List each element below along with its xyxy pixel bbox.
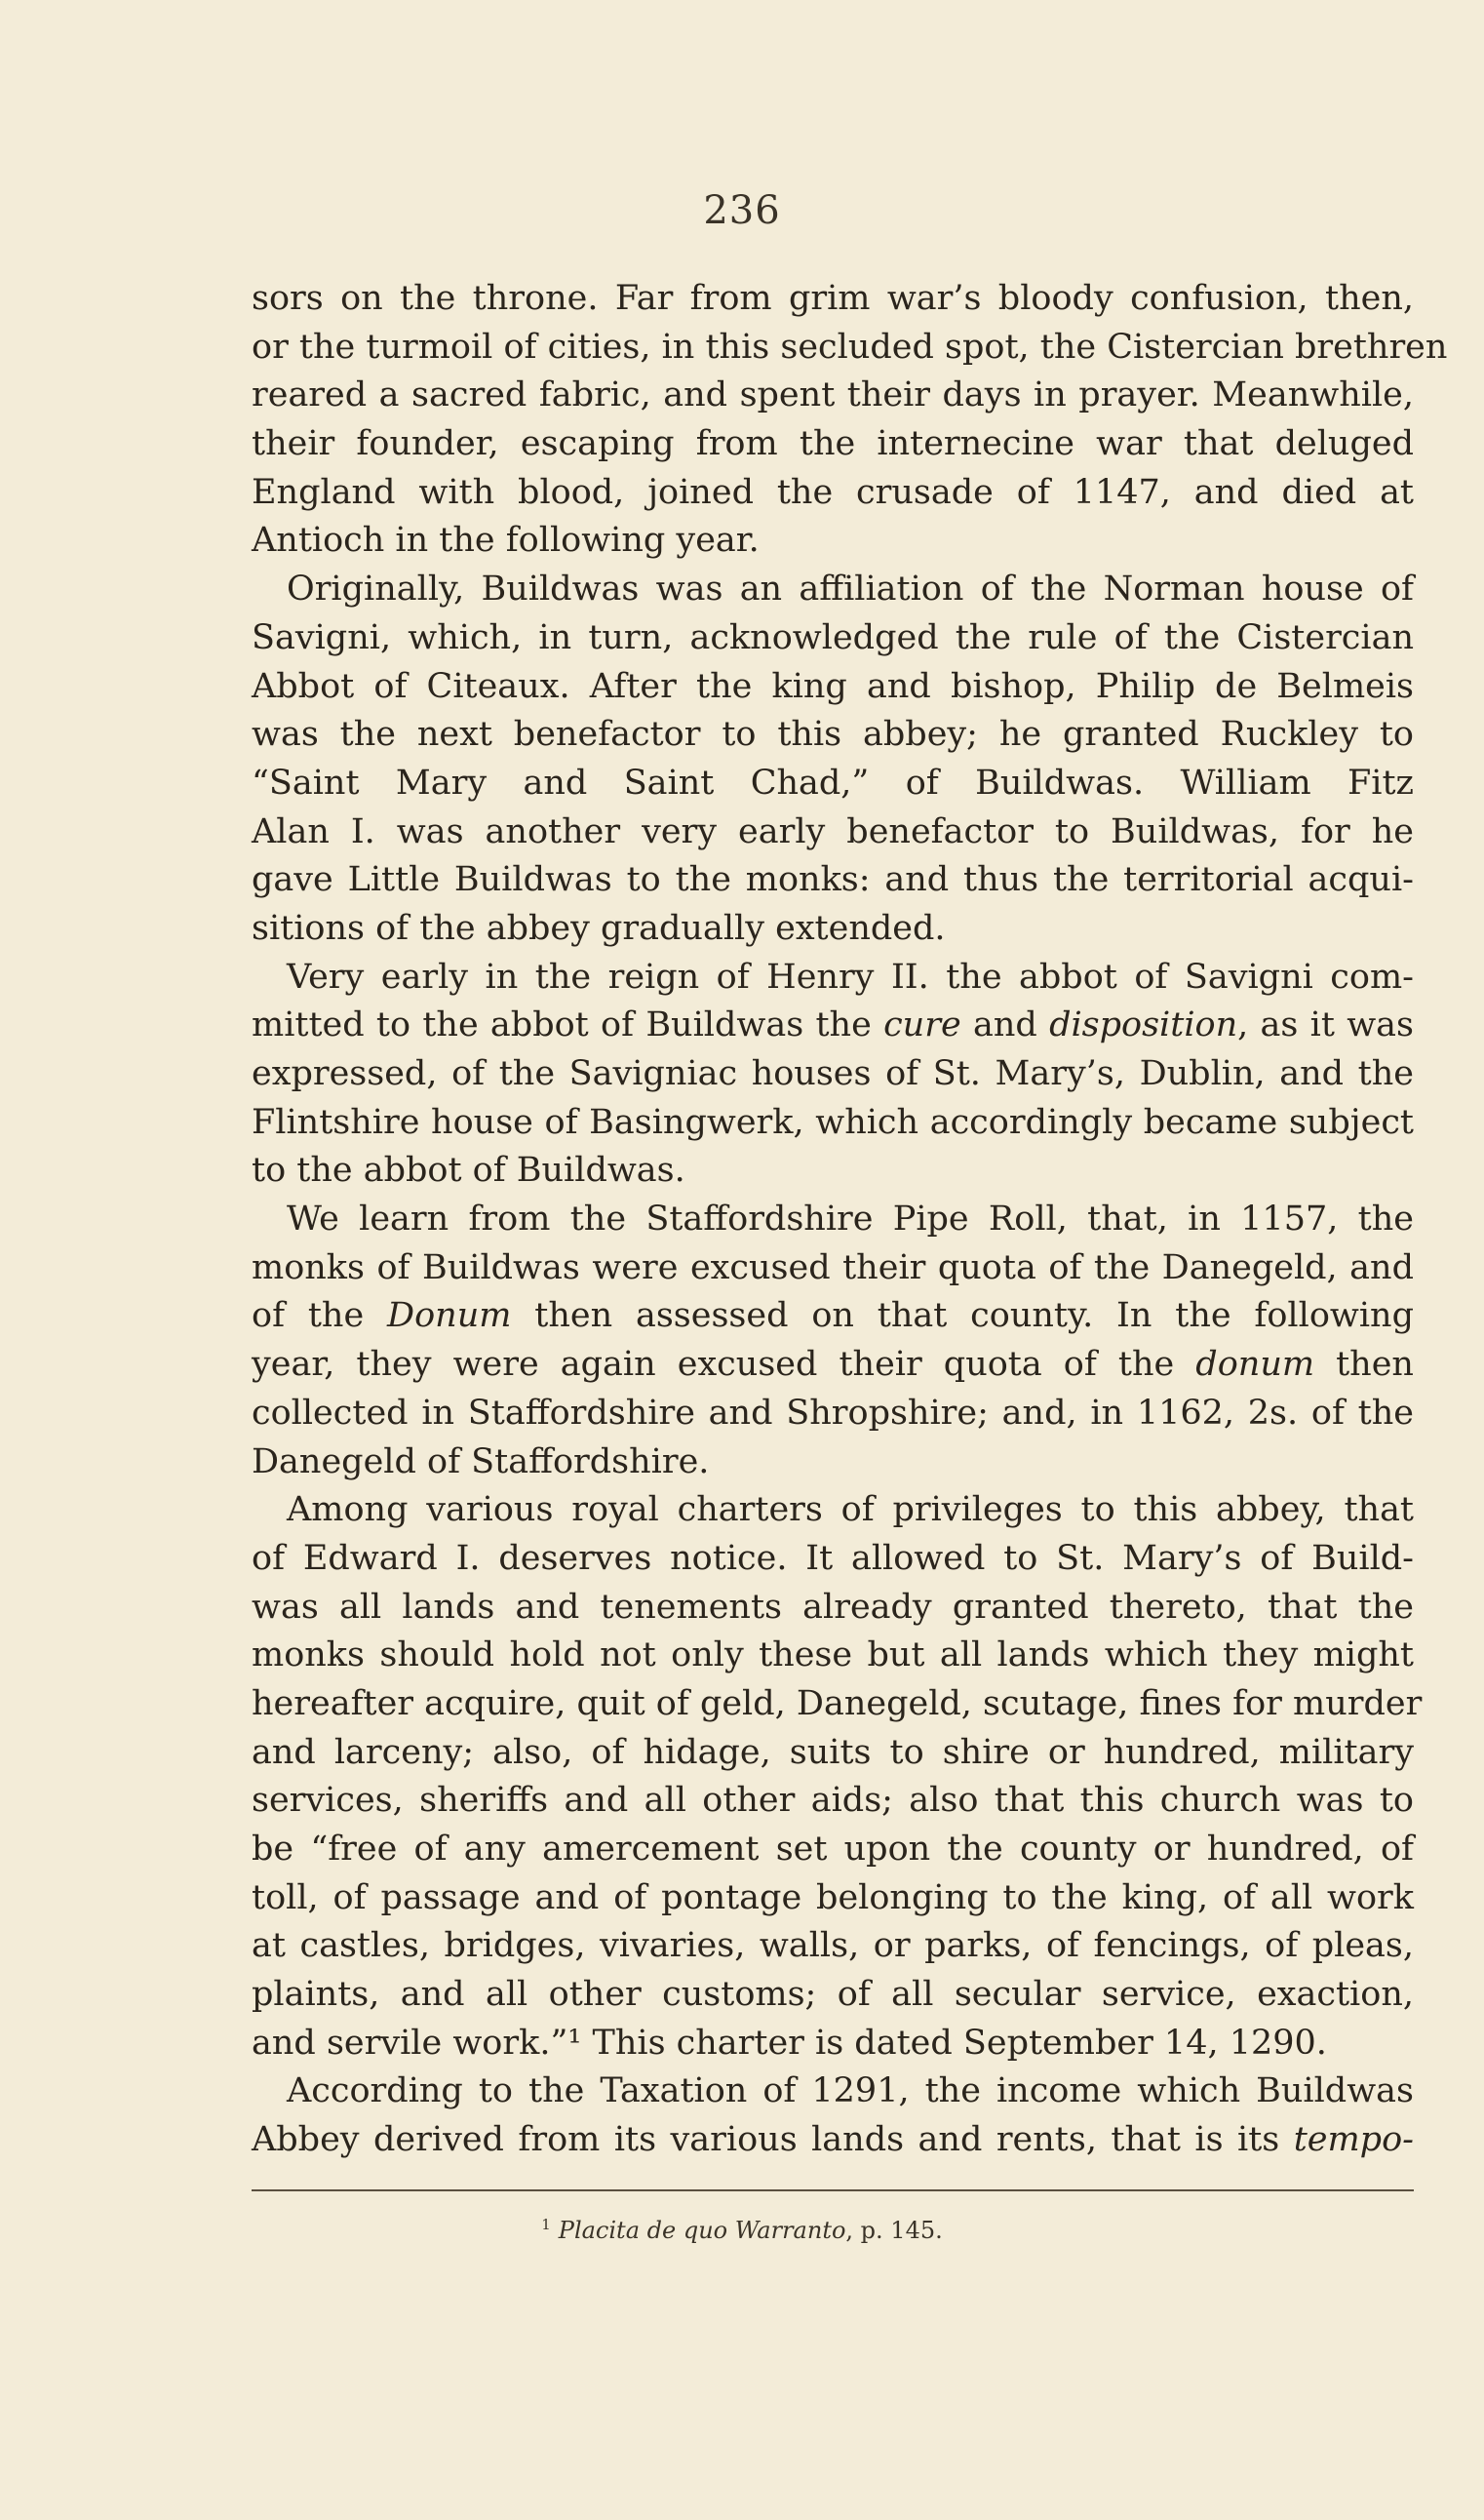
text-line: their founder, escaping from the internecine war that deluged	[252, 424, 1414, 464]
text-line: hereafter acquire, quit of geld, Danegeld, scutage, fines for murder	[252, 1683, 1423, 1723]
footnote	[0, 2216, 1484, 2244]
text-line: and larceny; also, of hidage, suits to shire or hundred, military	[252, 1732, 1414, 1772]
text-line: “Saint Mary and Saint Chad,” of Buildwas. William Fitz	[252, 763, 1414, 803]
text-line: collected in Staffordshire and Shropshire; and, in 1162, 2s. of the	[252, 1393, 1414, 1433]
text-line: to the abbot of Buildwas.	[252, 1151, 685, 1191]
text-line: and servile work.”¹ This charter is dated September 14, 1290.	[252, 2023, 1327, 2063]
body-text	[252, 275, 1448, 2165]
text-line: Abbey derived from its various lands and rents, that is its tempo-	[252, 2120, 1414, 2160]
text-line: plaints, and all other customs; of all secular service, exaction,	[252, 1975, 1414, 2015]
text-line: services, sheriffs and all other aids; also that this church was to	[252, 1781, 1414, 1821]
text-line: was the next benefactor to this abbey; he granted Ruckley to	[252, 715, 1414, 755]
text-line: sitions of the abbey gradually extended.	[252, 908, 946, 948]
text-line: was all lands and tenements already granted thereto, that the	[252, 1587, 1414, 1627]
text-line: England with blood, joined the crusade of 1147, and died at	[252, 472, 1414, 512]
text-line: be “free of any amercement set upon the county or hundred, of	[252, 1830, 1414, 1869]
footnote-page-ref: , p. 145.	[845, 2217, 943, 2244]
text-line: Very early in the reign of Henry II. the abbot of Savigni com-	[287, 957, 1414, 997]
text-line: Flintshire house of Basingwerk, which accordingly became subject	[252, 1102, 1414, 1142]
text-line: According to the Taxation of 1291, the income which Buildwas	[287, 2071, 1414, 2111]
text-line: gave Little Buildwas to the monks: and thus the territorial acqui-	[252, 860, 1414, 900]
text-line: Antioch in the following year.	[252, 521, 760, 561]
text-line: Abbot of Citeaux. After the king and bishop, Philip de Belmeis	[252, 666, 1414, 706]
text-line: Among various royal charters of privileges to this abbey, that	[287, 1490, 1414, 1530]
text-line: reared a sacred fabric, and spent their days in prayer. Meanwhile,	[252, 375, 1414, 415]
text-line: expressed, of the Savigniac houses of St. Mary’s, Dublin, and the	[252, 1054, 1414, 1093]
text-line: Savigni, which, in turn, acknowledged the rule of the Cistercian	[252, 617, 1414, 657]
text-line: Danegeld of Staffordshire.	[252, 1441, 710, 1481]
text-line: of the Donum then assessed on that county. In the following	[252, 1296, 1414, 1336]
text-line: toll, of passage and of pontage belonging to the king, of all work	[252, 1877, 1414, 1917]
text-line: We learn from the Staffordshire Pipe Roll, that, in 1157, the	[287, 1200, 1414, 1240]
footnote-marker: 1	[541, 2216, 551, 2233]
footnote-title: Placita de quo Warranto	[558, 2217, 846, 2244]
text-line: Alan I. was another very early benefactor to Buildwas, for he	[252, 811, 1414, 851]
page-number: 236	[703, 188, 781, 233]
text-line: of Edward I. deserves notice. It allowed to St. Mary’s of Build-	[252, 1538, 1414, 1578]
text-line: sors on the throne. Far from grim war’s bloody confusion, then,	[252, 279, 1414, 318]
text-line: year, they were again excused their quota of the donum then	[252, 1345, 1414, 1385]
footnote-rule	[252, 2189, 1414, 2191]
text-line: monks of Buildwas were excused their quota of the Danegeld, and	[252, 1247, 1414, 1287]
text-line: mitted to the abbot of Buildwas the cure and disposition, as it was	[252, 1005, 1414, 1045]
text-line: or the turmoil of cities, in this secluded spot, the Cistercian brethren	[252, 327, 1448, 367]
text-line: at castles, bridges, vivaries, walls, or parks, of fencings, of pleas,	[252, 1926, 1414, 1966]
text-line: Originally, Buildwas was an affiliation of the Norman house of	[287, 570, 1414, 610]
text-line: monks should hold not only these but all lands which they might	[252, 1635, 1414, 1675]
